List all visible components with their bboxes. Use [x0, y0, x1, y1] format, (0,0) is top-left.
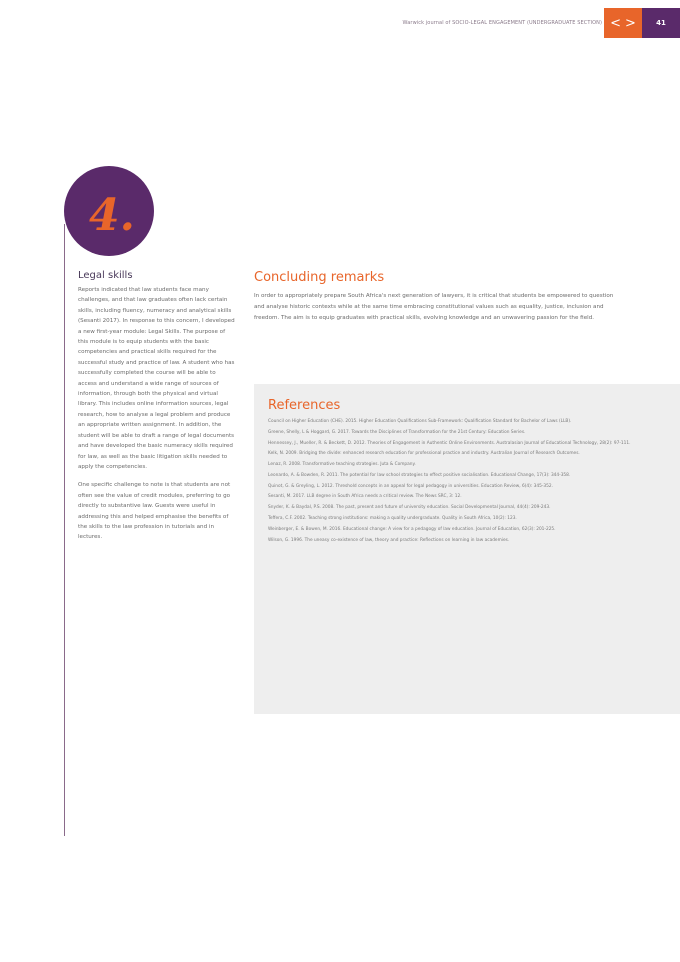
reference-item: Leonardo, A. & Bowden, R. 2011. The potential for law school strategies to effect positive socialisation. Educational Change, 17(3): 344-358. — [268, 472, 571, 478]
left-paragraph-2: One specific challenge to note is that students are not often see the value of credit modules, preferring to go directly to substantive law. Guests were useful in addressing this and helped emphasise the benefits of the skills to the law profession in tutorials and in lectures. — [78, 482, 231, 541]
reference-item: Snyder, K. & Baydal, P.S. 2008. The past, present and future of university education. Social Developmental Journal, 44(4): 209-243. — [268, 505, 551, 511]
reference-item: Hennessey, J., Mueller, R. & Beckett, D. 2012. Theories of Engagement in Authentic Online Environments. Australasian Journal of Educational Technology, 28(2): 97-111. — [268, 440, 631, 446]
legal-skills-heading: Legal skills — [78, 270, 133, 281]
reference-item: Lenaz, R. 2008. Transformative teaching strategies. Juta & Company. — [268, 462, 416, 468]
reference-item: Kelk, N. 2009. Bridging the divide: enhanced research education for professional practice and industry. Australian Journal of Research Outcomes. — [268, 451, 580, 457]
left-margin-rule — [64, 224, 65, 836]
right-column — [254, 270, 614, 324]
left-column — [78, 270, 236, 551]
reference-item: Sesanti, M. 2017. LLB degree in South Africa needs a critical review. The News SRC, 3: 12. — [268, 494, 462, 500]
reference-item: Teffera, C.F. 2002. Teaching strong institutions: making a quality undergraduate. Quality in South Africa, 10(2): 123. — [268, 516, 517, 522]
next-page-button[interactable]: > — [625, 15, 636, 31]
reference-item: Weinberger, E. & Bowen, M. 2016. Educational change: A view for a pedagogy of law education. Journal of Education, 62(3): 201-225. — [268, 526, 556, 532]
reference-item: Greene, Shelly, L & Hoggard, G. 2017. Towards the Disciplines of Transformation for the 21st Century: Education Series. — [268, 429, 526, 435]
page-navigation — [604, 8, 642, 38]
running-title: Warwick journal of SOCIO-LEGAL ENGAGEMENT (UNDERGRADUATE SECTION) — [402, 20, 602, 26]
references-heading: References — [268, 398, 341, 413]
reference-item: Council on Higher Education (CHE). 2015. Higher Education Qualifications Sub-Framework: Qualification Standard for Bachelor of Laws (LLB). — [268, 419, 572, 424]
page-number: 41 — [656, 19, 666, 27]
reference-item: Wilson, G. 1996. The uneasy co-existence of law, theory and practice: Reflections on learning in law academies. — [268, 537, 510, 543]
concluding-remarks-paragraph: In order to appropriately prepare South Africa's next generation of lawyers, it is critical that students be empowered to question and analyse historic contexts while at the same time embracing constitutional values such as equality, justice, inclusion and freedom. The aim is to equip graduates with practical skills, evolving knowledge and an unwavering passion for the field. — [254, 293, 614, 321]
chapter-badge — [64, 166, 154, 256]
references-panel — [254, 384, 680, 714]
concluding-remarks-heading: Concluding remarks — [254, 270, 385, 285]
reference-item: Quinot, G. & Greyling, L. 2012. Threshold concepts in an appeal for legal pedagogy in universities. Education Review, 6(4): 345-352. — [268, 483, 553, 489]
prev-page-button[interactable]: < — [610, 15, 621, 31]
left-paragraph-1: Reports indicated that law students face many challenges, and that law graduates often lack certain skills, including fluency, numeracy and analytical skills (Sesanti 2017). In response to this concern, I developed a new first-year module: Legal Skills. The purpose of this module is to equip students with the basic competencies and practical skills required for the successful study and practice of law. A student who has successfully completed the course will be able to access and understand a wide range of sources of information, through both the physical and virtual library. This includes online information sources, legal research, how to analyse a legal problem and produce an appropriate written assignment. In addition, the student will be able to draft a range of legal documents and have developed the basic numeracy skills required for law, as well as the basic litigation skills needed to apply the competencies. — [78, 287, 235, 470]
page-number-badge — [642, 8, 680, 38]
chapter-number: 4. — [89, 190, 135, 241]
